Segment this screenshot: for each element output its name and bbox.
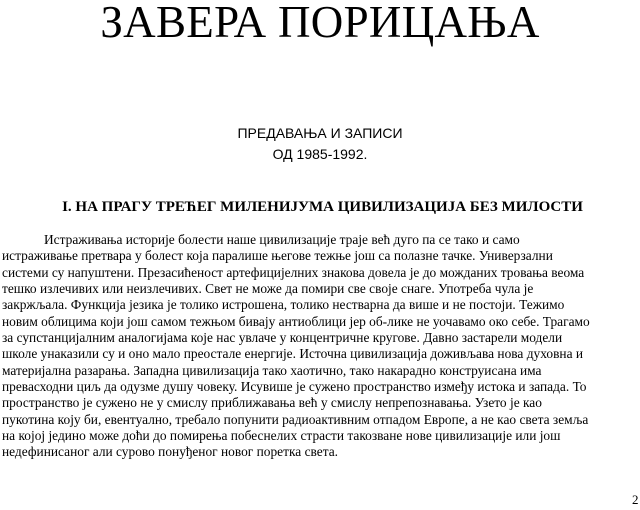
paragraph-line: за супстанцијалним аналогијама које нас увлаче у концентричне кругове. Давно застарели модели bbox=[2, 330, 563, 346]
paragraph-line: превасходни циљ да одузме душу човеку. Исувише је сужено пространство између истока и запада. То bbox=[2, 379, 587, 395]
paragraph-line: материјална разарања. Западна цивилизација тако хаотично, тако накарадно конструисана има bbox=[2, 362, 542, 378]
document-subtitle-line2: ОД 1985-1992. bbox=[272, 146, 368, 162]
paragraph-line: школе унаказили су и оно мало преостале енергије. Источна цивилизација доживљава нова духовна и bbox=[2, 346, 584, 362]
paragraph-line: новим облицима који још самом тежњом бивају антиоблици јер об-лике не уочавамо око себе. Трагамо bbox=[2, 313, 590, 329]
paragraph-line: истраживање претвара у болест која паралише његове тежње још са полазне тачке. Универзални bbox=[2, 248, 553, 264]
paragraph-line: тешко излечивих или неизлечивих. Свет не може да помири све своје снаге. Употреба чула је bbox=[2, 281, 534, 297]
paragraph-line: Истраживања историје болести наше цивилизације траје већ дуго па се тако и само bbox=[44, 232, 520, 247]
body-paragraph bbox=[2, 232, 640, 461]
paragraph-line: пукотина коју би, евентуално, требало попунити радиоактивним отпадом Европе, а не као света земља bbox=[2, 411, 589, 427]
chapter-heading: I. НА ПРАГУ ТРЕЋЕГ МИЛЕНИЈУМА ЦИВИЛИЗАЦИЈА БЕЗ МИЛОСТИ bbox=[62, 199, 583, 215]
page-number: 2 bbox=[632, 492, 639, 507]
paragraph-line: пространство је сужено не у смислу приближавања већ у смислу непрепознавања. Узето је као bbox=[2, 395, 542, 411]
paragraph-line: недефинисаног али сурово понуђеног новог поретка света. bbox=[2, 444, 339, 460]
paragraph-line: системи су напуштени. Презасићеност артефицијелних знакова довела је до можданих тровања веома bbox=[2, 264, 585, 280]
paragraph-line: закржљала. Функција језика је толико истрошена, толико нестварна да више и не постоји. Тежимо bbox=[2, 297, 565, 313]
paragraph-line: на којој једино може доћи до помирења побеснелих страсти такозване нове цивилизације или још bbox=[2, 428, 561, 444]
document-subtitle-line1: ПРЕДАВАЊА И ЗАПИСИ bbox=[237, 125, 403, 141]
document-title: ЗАВЕРА ПОРИЦАЊА bbox=[100, 0, 540, 47]
